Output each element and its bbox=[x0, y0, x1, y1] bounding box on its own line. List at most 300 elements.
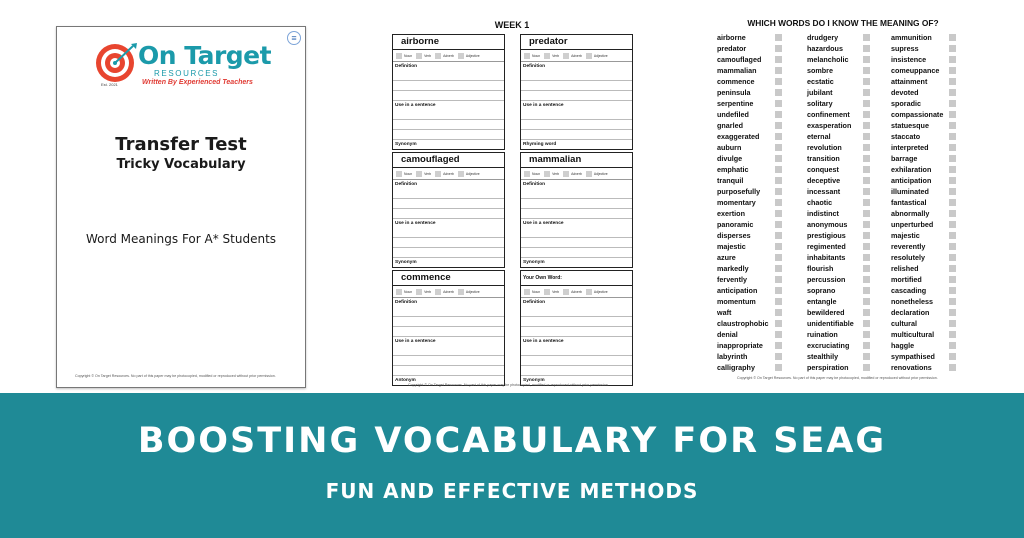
vocab-word: unperturbed bbox=[891, 220, 934, 229]
writing-line[interactable] bbox=[521, 238, 632, 248]
word-row bbox=[891, 76, 943, 87]
word-checkbox[interactable] bbox=[949, 287, 956, 294]
word-type-checkbox[interactable] bbox=[458, 289, 464, 295]
word-checkbox[interactable] bbox=[775, 353, 782, 360]
vocab-card bbox=[520, 34, 633, 150]
logo-name: On Target bbox=[138, 41, 272, 70]
word-type-checkbox[interactable] bbox=[435, 171, 441, 177]
word-type-checkbox[interactable] bbox=[563, 53, 569, 59]
wordlist-copyright: Copyright © On Target Resources. No part of this paper may be photocopied, modified or reproduced without prior permission. bbox=[737, 376, 938, 380]
card-word: camouflaged bbox=[393, 153, 504, 168]
vocab-word: ecstatic bbox=[807, 77, 834, 86]
word-checkbox[interactable] bbox=[863, 254, 870, 261]
word-type-checkbox[interactable] bbox=[416, 171, 422, 177]
vocab-word: supress bbox=[891, 44, 919, 53]
vocab-word: exhilaration bbox=[891, 165, 932, 174]
vocab-card bbox=[392, 34, 505, 150]
word-checkbox[interactable] bbox=[775, 144, 782, 151]
word-type-checkbox[interactable] bbox=[458, 171, 464, 177]
word-type-checkbox[interactable] bbox=[435, 289, 441, 295]
word-checkbox[interactable] bbox=[775, 100, 782, 107]
word-type-label: Adjective bbox=[593, 171, 608, 176]
word-row bbox=[807, 351, 854, 362]
word-checkbox[interactable] bbox=[775, 56, 782, 63]
extra-label: Synonym bbox=[395, 142, 417, 147]
word-row bbox=[891, 340, 943, 351]
week-heading: WEEK 1 bbox=[494, 20, 530, 30]
word-checkbox[interactable] bbox=[775, 221, 782, 228]
vocab-word: airborne bbox=[717, 33, 746, 42]
word-checkbox[interactable] bbox=[949, 155, 956, 162]
vocab-word: comeuppance bbox=[891, 66, 940, 75]
worksheet-copyright: Copyright © On Target Resources. No part of this paper may be photocopied, modified or reproduced without prior permission. bbox=[408, 383, 609, 387]
word-row bbox=[891, 252, 943, 263]
vocab-word: exaggerated bbox=[717, 132, 760, 141]
vocab-word: anticipation bbox=[891, 176, 932, 185]
word-checkbox[interactable] bbox=[775, 243, 782, 250]
word-row bbox=[891, 197, 943, 208]
word-checkbox[interactable] bbox=[775, 199, 782, 206]
word-row bbox=[891, 142, 943, 153]
word-row bbox=[891, 186, 943, 197]
word-row bbox=[807, 362, 854, 373]
word-checkbox[interactable] bbox=[775, 309, 782, 316]
word-checkbox[interactable] bbox=[949, 166, 956, 173]
word-type-checkbox[interactable] bbox=[586, 171, 592, 177]
word-type-label: Verb bbox=[424, 171, 432, 176]
vocab-word: revolution bbox=[807, 143, 842, 152]
word-row bbox=[717, 351, 769, 362]
word-type-label: Adjective bbox=[465, 289, 480, 294]
vocab-word: sympathised bbox=[891, 352, 935, 361]
word-checkbox[interactable] bbox=[949, 342, 956, 349]
writing-line[interactable] bbox=[521, 317, 632, 327]
word-type-row bbox=[393, 286, 504, 298]
word-checkbox[interactable] bbox=[949, 144, 956, 151]
word-checkbox[interactable] bbox=[949, 221, 956, 228]
word-checkbox[interactable] bbox=[949, 254, 956, 261]
logo-resources: RESOURCES bbox=[154, 69, 220, 78]
word-row bbox=[807, 241, 854, 252]
word-row bbox=[717, 98, 769, 109]
vocab-word: divulge bbox=[717, 154, 743, 163]
word-type-label: Noun bbox=[404, 289, 413, 294]
vocab-word: panoramic bbox=[717, 220, 754, 229]
word-checkbox[interactable] bbox=[949, 56, 956, 63]
word-row bbox=[807, 208, 854, 219]
sentence-label: Use in a sentence bbox=[523, 103, 564, 108]
vocab-word: exertion bbox=[717, 209, 745, 218]
word-checkbox[interactable] bbox=[863, 78, 870, 85]
writing-line[interactable] bbox=[393, 81, 504, 91]
word-checkbox[interactable] bbox=[949, 111, 956, 118]
word-row bbox=[717, 32, 769, 43]
writing-line[interactable] bbox=[393, 189, 504, 199]
word-row bbox=[807, 285, 854, 296]
word-type-checkbox[interactable] bbox=[396, 171, 402, 177]
word-checkbox[interactable] bbox=[863, 287, 870, 294]
word-checkbox[interactable] bbox=[863, 89, 870, 96]
word-row bbox=[807, 197, 854, 208]
word-type-checkbox[interactable] bbox=[524, 53, 530, 59]
writing-line[interactable] bbox=[521, 71, 632, 81]
word-checkbox[interactable] bbox=[949, 309, 956, 316]
word-checkbox[interactable] bbox=[775, 188, 782, 195]
extra-label: Synonym bbox=[395, 260, 417, 265]
word-row bbox=[891, 362, 943, 373]
word-checkbox[interactable] bbox=[775, 122, 782, 129]
logo-tagline: Written By Experienced Teachers bbox=[142, 79, 253, 86]
word-checkbox[interactable] bbox=[949, 210, 956, 217]
word-type-checkbox[interactable] bbox=[524, 171, 530, 177]
word-row bbox=[717, 274, 769, 285]
vocab-word: insistence bbox=[891, 55, 927, 64]
word-row bbox=[717, 164, 769, 175]
word-row bbox=[807, 98, 854, 109]
word-checkbox[interactable] bbox=[775, 133, 782, 140]
word-row bbox=[807, 87, 854, 98]
word-type-checkbox[interactable] bbox=[435, 53, 441, 59]
word-checkbox[interactable] bbox=[949, 177, 956, 184]
word-type-label: Verb bbox=[424, 289, 432, 294]
vocab-word: azure bbox=[717, 253, 736, 262]
writing-line[interactable] bbox=[521, 189, 632, 199]
word-checkbox[interactable] bbox=[949, 320, 956, 327]
word-row bbox=[807, 296, 854, 307]
writing-line[interactable] bbox=[393, 307, 504, 317]
vocab-word: momentary bbox=[717, 198, 756, 207]
sentence-label: Use in a sentence bbox=[523, 221, 564, 226]
word-type-checkbox[interactable] bbox=[396, 289, 402, 295]
word-checkbox[interactable] bbox=[775, 78, 782, 85]
writing-line[interactable] bbox=[521, 248, 632, 258]
writing-line[interactable] bbox=[393, 228, 504, 238]
word-type-checkbox[interactable] bbox=[586, 289, 592, 295]
writing-line[interactable] bbox=[521, 91, 632, 101]
vocab-word: purposefully bbox=[717, 187, 761, 196]
definition-label: Definition bbox=[523, 182, 546, 187]
word-type-checkbox[interactable] bbox=[544, 53, 550, 59]
writing-line[interactable] bbox=[393, 71, 504, 81]
vocab-word: fantastical bbox=[891, 198, 927, 207]
word-checkbox[interactable] bbox=[949, 232, 956, 239]
writing-line[interactable] bbox=[521, 110, 632, 120]
word-checkbox[interactable] bbox=[775, 364, 782, 371]
writing-line[interactable] bbox=[393, 209, 504, 219]
writing-line[interactable] bbox=[393, 317, 504, 327]
vocab-word: tranquil bbox=[717, 176, 744, 185]
writing-line[interactable] bbox=[521, 120, 632, 130]
word-checkbox[interactable] bbox=[863, 364, 870, 371]
word-row bbox=[717, 43, 769, 54]
writing-line[interactable] bbox=[521, 346, 632, 356]
word-checkbox[interactable] bbox=[863, 221, 870, 228]
word-type-label: Adjective bbox=[465, 53, 480, 58]
word-checkbox[interactable] bbox=[949, 78, 956, 85]
extra-label: Synonym bbox=[523, 260, 545, 265]
vocab-word: undefiled bbox=[717, 110, 749, 119]
vocab-word: labyrinth bbox=[717, 352, 748, 361]
writing-line[interactable] bbox=[521, 209, 632, 219]
word-row bbox=[717, 76, 769, 87]
worksheet-page bbox=[380, 10, 644, 390]
word-row bbox=[891, 329, 943, 340]
vocab-word: stealthily bbox=[807, 352, 839, 361]
word-row bbox=[807, 142, 854, 153]
word-type-label: Adverb bbox=[443, 171, 454, 176]
vocab-word: perspiration bbox=[807, 363, 849, 372]
vocab-word: deceptive bbox=[807, 176, 841, 185]
vocab-word: compassionate bbox=[891, 110, 944, 119]
word-checkbox[interactable] bbox=[863, 34, 870, 41]
word-checkbox[interactable] bbox=[863, 144, 870, 151]
word-checkbox[interactable] bbox=[863, 265, 870, 272]
writing-line[interactable] bbox=[393, 346, 504, 356]
word-row bbox=[891, 87, 943, 98]
word-checkbox[interactable] bbox=[775, 67, 782, 74]
word-checkbox[interactable] bbox=[949, 89, 956, 96]
word-checkbox[interactable] bbox=[863, 111, 870, 118]
writing-line[interactable] bbox=[521, 366, 632, 376]
word-row bbox=[891, 241, 943, 252]
word-checkbox[interactable] bbox=[775, 331, 782, 338]
word-row bbox=[807, 153, 854, 164]
vocab-word: majestic bbox=[717, 242, 746, 251]
vocab-word: flourish bbox=[807, 264, 834, 273]
word-type-checkbox[interactable] bbox=[586, 53, 592, 59]
word-type-checkbox[interactable] bbox=[416, 289, 422, 295]
word-checkbox[interactable] bbox=[949, 199, 956, 206]
word-type-checkbox[interactable] bbox=[396, 53, 402, 59]
word-checkbox[interactable] bbox=[775, 155, 782, 162]
vocab-word: multicultural bbox=[891, 330, 935, 339]
word-checkbox[interactable] bbox=[949, 100, 956, 107]
word-row bbox=[717, 175, 769, 186]
writing-line[interactable] bbox=[521, 327, 632, 337]
word-row bbox=[807, 76, 854, 87]
writing-line[interactable] bbox=[521, 228, 632, 238]
word-checkbox[interactable] bbox=[775, 111, 782, 118]
word-checkbox[interactable] bbox=[949, 331, 956, 338]
word-row bbox=[807, 43, 854, 54]
word-type-label: Verb bbox=[552, 53, 560, 58]
word-row bbox=[807, 120, 854, 131]
word-checkbox[interactable] bbox=[863, 276, 870, 283]
word-checkbox[interactable] bbox=[775, 177, 782, 184]
vocab-word: unidentifiable bbox=[807, 319, 854, 328]
word-type-checkbox[interactable] bbox=[458, 53, 464, 59]
word-row bbox=[891, 307, 943, 318]
word-checkbox[interactable] bbox=[775, 232, 782, 239]
word-checkbox[interactable] bbox=[949, 265, 956, 272]
word-checkbox[interactable] bbox=[863, 166, 870, 173]
writing-line[interactable] bbox=[521, 307, 632, 317]
word-checkbox[interactable] bbox=[863, 342, 870, 349]
word-type-checkbox[interactable] bbox=[544, 171, 550, 177]
writing-line[interactable] bbox=[393, 327, 504, 337]
word-type-label: Adjective bbox=[593, 53, 608, 58]
word-checkbox[interactable] bbox=[863, 67, 870, 74]
vocab-word: haggle bbox=[891, 341, 915, 350]
writing-line[interactable] bbox=[393, 366, 504, 376]
word-checkbox[interactable] bbox=[863, 331, 870, 338]
definition-label: Definition bbox=[523, 64, 546, 69]
word-row bbox=[717, 142, 769, 153]
extra-label: Synonym bbox=[523, 378, 545, 383]
word-checkbox[interactable] bbox=[775, 298, 782, 305]
word-row bbox=[807, 54, 854, 65]
word-checkbox[interactable] bbox=[949, 353, 956, 360]
word-type-checkbox[interactable] bbox=[544, 289, 550, 295]
vocab-word: reverently bbox=[891, 242, 926, 251]
writing-line[interactable] bbox=[393, 130, 504, 140]
wordlist-page bbox=[703, 10, 965, 386]
card-word: mammalian bbox=[521, 153, 632, 168]
word-checkbox[interactable] bbox=[863, 122, 870, 129]
word-type-row bbox=[521, 286, 632, 298]
word-column bbox=[891, 32, 943, 373]
writing-line[interactable] bbox=[521, 81, 632, 91]
writing-line[interactable] bbox=[393, 110, 504, 120]
card-word: predator bbox=[521, 35, 632, 50]
word-checkbox[interactable] bbox=[949, 34, 956, 41]
cover-tagline: Word Meanings For A* Students bbox=[85, 232, 277, 246]
writing-line[interactable] bbox=[521, 199, 632, 209]
word-checkbox[interactable] bbox=[863, 188, 870, 195]
word-checkbox[interactable] bbox=[949, 133, 956, 140]
word-row bbox=[717, 340, 769, 351]
word-type-label: Adverb bbox=[571, 53, 582, 58]
definition-label: Definition bbox=[523, 300, 546, 305]
word-checkbox[interactable] bbox=[775, 89, 782, 96]
writing-line[interactable] bbox=[393, 248, 504, 258]
word-checkbox[interactable] bbox=[863, 309, 870, 316]
word-checkbox[interactable] bbox=[863, 155, 870, 162]
word-row bbox=[891, 263, 943, 274]
word-type-label: Adverb bbox=[571, 289, 582, 294]
word-checkbox[interactable] bbox=[863, 243, 870, 250]
vocab-word: exasperation bbox=[807, 121, 852, 130]
vocab-word: inhabitants bbox=[807, 253, 846, 262]
vocab-word: markedly bbox=[717, 264, 749, 273]
vocab-word: peninsula bbox=[717, 88, 751, 97]
word-type-row bbox=[393, 50, 504, 62]
definition-label: Definition bbox=[395, 182, 418, 187]
word-row bbox=[807, 65, 854, 76]
word-row bbox=[717, 186, 769, 197]
vocab-word: entangle bbox=[807, 297, 837, 306]
writing-line[interactable] bbox=[393, 238, 504, 248]
vocab-card bbox=[392, 152, 505, 268]
word-checkbox[interactable] bbox=[949, 67, 956, 74]
word-row bbox=[807, 32, 854, 43]
extra-label: Rhyming word bbox=[523, 142, 557, 147]
word-checkbox[interactable] bbox=[863, 210, 870, 217]
word-checkbox[interactable] bbox=[775, 287, 782, 294]
word-column bbox=[807, 32, 854, 373]
word-type-label: Noun bbox=[532, 53, 541, 58]
word-row bbox=[807, 175, 854, 186]
vocab-word: hazardous bbox=[807, 44, 843, 53]
word-row bbox=[717, 329, 769, 340]
writing-line[interactable] bbox=[393, 120, 504, 130]
word-checkbox[interactable] bbox=[949, 188, 956, 195]
definition-label: Definition bbox=[395, 64, 418, 69]
menu-icon[interactable]: ≡ bbox=[287, 31, 301, 45]
cover-subtitle: Tricky Vocabulary bbox=[116, 157, 246, 172]
word-checkbox[interactable] bbox=[863, 100, 870, 107]
word-row bbox=[717, 241, 769, 252]
writing-line[interactable] bbox=[393, 91, 504, 101]
writing-line[interactable] bbox=[521, 356, 632, 366]
vocab-word: illuminated bbox=[891, 187, 929, 196]
word-row bbox=[807, 186, 854, 197]
word-checkbox[interactable] bbox=[775, 34, 782, 41]
word-checkbox[interactable] bbox=[949, 45, 956, 52]
word-checkbox[interactable] bbox=[775, 45, 782, 52]
vocab-word: incessant bbox=[807, 187, 841, 196]
word-checkbox[interactable] bbox=[863, 320, 870, 327]
writing-line[interactable] bbox=[393, 199, 504, 209]
word-type-checkbox[interactable] bbox=[524, 289, 530, 295]
word-type-checkbox[interactable] bbox=[563, 289, 569, 295]
word-checkbox[interactable] bbox=[863, 199, 870, 206]
word-checkbox[interactable] bbox=[949, 298, 956, 305]
word-row bbox=[717, 230, 769, 241]
word-checkbox[interactable] bbox=[863, 133, 870, 140]
word-checkbox[interactable] bbox=[863, 56, 870, 63]
word-type-label: Adjective bbox=[593, 289, 608, 294]
word-checkbox[interactable] bbox=[863, 353, 870, 360]
word-row bbox=[717, 362, 769, 373]
word-checkbox[interactable] bbox=[775, 342, 782, 349]
sentence-label: Use in a sentence bbox=[395, 221, 436, 226]
word-checkbox[interactable] bbox=[949, 276, 956, 283]
word-checkbox[interactable] bbox=[775, 265, 782, 272]
wordlist-title: WHICH WORDS DO I KNOW THE MEANING OF? bbox=[747, 18, 939, 28]
word-checkbox[interactable] bbox=[775, 210, 782, 217]
word-checkbox[interactable] bbox=[775, 254, 782, 261]
vocab-word: indistinct bbox=[807, 209, 839, 218]
word-type-label: Verb bbox=[552, 289, 560, 294]
word-checkbox[interactable] bbox=[775, 166, 782, 173]
vocab-word: interpreted bbox=[891, 143, 929, 152]
word-checkbox[interactable] bbox=[775, 276, 782, 283]
word-checkbox[interactable] bbox=[863, 177, 870, 184]
word-checkbox[interactable] bbox=[949, 364, 956, 371]
word-checkbox[interactable] bbox=[863, 298, 870, 305]
vocab-word: camouflaged bbox=[717, 55, 762, 64]
word-checkbox[interactable] bbox=[863, 232, 870, 239]
writing-line[interactable] bbox=[393, 356, 504, 366]
word-checkbox[interactable] bbox=[949, 243, 956, 250]
word-checkbox[interactable] bbox=[949, 122, 956, 129]
word-type-label: Verb bbox=[424, 53, 432, 58]
vocab-word: majestic bbox=[891, 231, 920, 240]
banner-subtitle: FUN AND EFFECTIVE METHODS bbox=[325, 479, 699, 503]
word-type-checkbox[interactable] bbox=[563, 171, 569, 177]
word-type-checkbox[interactable] bbox=[416, 53, 422, 59]
word-type-label: Noun bbox=[404, 171, 413, 176]
sentence-label: Use in a sentence bbox=[395, 103, 436, 108]
vocab-word: serpentine bbox=[717, 99, 754, 108]
vocab-word: bewildered bbox=[807, 308, 845, 317]
word-checkbox[interactable] bbox=[775, 320, 782, 327]
word-checkbox[interactable] bbox=[863, 45, 870, 52]
writing-line[interactable] bbox=[521, 130, 632, 140]
vocab-word: solitary bbox=[807, 99, 833, 108]
word-row bbox=[717, 120, 769, 131]
